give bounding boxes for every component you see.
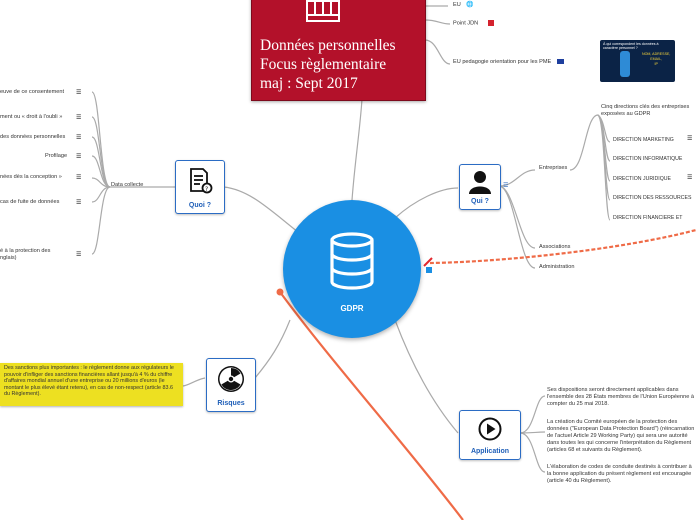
- node-qui-label: Qui ?: [471, 198, 489, 205]
- data-collecte-node[interactable]: Data collecte: [111, 182, 144, 188]
- application-note-2[interactable]: [547, 419, 696, 454]
- thumbnail-word-3: IP: [654, 62, 658, 66]
- quoi-item-2-label: ment ou « droit à l'oubli »: [0, 114, 63, 120]
- notes-icon[interactable]: ☰: [76, 251, 82, 258]
- direction-juridique[interactable]: DIRECTION JURIDIQUE: [613, 176, 671, 182]
- notes-icon[interactable]: ☰: [76, 114, 82, 121]
- node-application[interactable]: [459, 410, 521, 460]
- quoi-item-5-label: nées dès la conception »: [0, 174, 62, 180]
- pdf-icon: [488, 20, 494, 26]
- node-qui[interactable]: [459, 164, 501, 210]
- title-line-1: Données personnelles: [260, 37, 396, 54]
- infographic-thumbnail[interactable]: [600, 40, 675, 82]
- node-quoi-label: Quoi ?: [188, 202, 212, 209]
- person-icon: [468, 169, 492, 195]
- qui-directions-intro[interactable]: [601, 104, 696, 118]
- application-note-1-text: Ses dispositions seront directement applicables dans l'ensemble des 28 États membres de l'Union Européenne à compter du 25 mai 2018.: [547, 387, 695, 407]
- node-quoi[interactable]: [175, 160, 225, 214]
- thumbnail-caption-line-1: À qui correspondent les données à: [603, 42, 659, 46]
- central-node-gdpr[interactable]: [283, 200, 421, 338]
- link-eu-pme-label: EU pedagogie orientation pour les PME: [453, 59, 552, 65]
- direction-ressources[interactable]: DIRECTION DES RESSOURCES: [613, 195, 692, 201]
- node-application-label: Application: [470, 448, 510, 455]
- document-search-icon: [187, 167, 215, 195]
- link-point-jdn[interactable]: [453, 20, 494, 27]
- thumbnail-caption: [603, 42, 659, 50]
- risques-sanctions-note[interactable]: [0, 363, 183, 406]
- direction-informatique[interactable]: DIRECTION INFORMATIQUE: [613, 156, 683, 162]
- qui-directions-intro-line-1: Cinq directions clés des entreprises: [601, 104, 690, 110]
- link-eu-pme[interactable]: [453, 59, 564, 66]
- link-eu[interactable]: [453, 1, 474, 9]
- quoi-item-4-label: Profilage: [45, 153, 68, 159]
- quoi-item-5[interactable]: [0, 174, 62, 181]
- notes-icon[interactable]: ☰: [76, 134, 82, 141]
- building-icon: [306, 0, 340, 23]
- notes-icon[interactable]: ☰: [76, 174, 82, 181]
- title-text: [260, 36, 396, 93]
- qui-associations[interactable]: Associations: [539, 244, 571, 250]
- database-icon: [329, 232, 375, 290]
- quoi-item-4[interactable]: [45, 153, 67, 160]
- quoi-item-3[interactable]: [0, 134, 65, 141]
- node-risques-label: Risques: [217, 400, 245, 407]
- quoi-item-6[interactable]: [0, 199, 59, 206]
- application-note-3-text: L'élaboration de codes de conduite destinés à contribuer à la bonne application du présent règlement est encouragée (article 40 du Règlement).: [547, 464, 692, 484]
- qui-directions-intro-line-2: exposées au GDPR: [601, 111, 651, 117]
- notes-icon[interactable]: ☰: [76, 153, 82, 160]
- play-icon: [478, 417, 502, 441]
- direction-marketing[interactable]: DIRECTION MARKETING: [613, 137, 674, 143]
- globe-icon: 🌐: [466, 1, 474, 8]
- qui-entreprises[interactable]: Entreprises: [539, 165, 568, 171]
- person-figure: [620, 51, 630, 77]
- quoi-item-7-label: é à la protection des: [0, 248, 51, 254]
- node-risques[interactable]: [206, 358, 256, 412]
- quoi-item-1-label: euve de ce consentement: [0, 89, 65, 95]
- eu-flag-icon: [557, 59, 564, 64]
- thumbnail-word-2: EMAIL,: [650, 57, 663, 61]
- svg-text:?: ?: [205, 186, 209, 193]
- notes-icon[interactable]: ☰: [76, 89, 82, 96]
- thumbnail-caption-line-2: caractère personnel ?: [603, 46, 638, 50]
- thumbnail-word-1: NOM, ADRESSE,: [642, 52, 671, 56]
- central-node-label: GDPR: [340, 304, 364, 313]
- quoi-item-1[interactable]: [0, 89, 64, 96]
- notes-icon[interactable]: ☰: [687, 174, 693, 181]
- quoi-item-7-label-cont: nglais): [0, 255, 17, 261]
- title-box[interactable]: [251, 0, 426, 101]
- quoi-item-6-label: cas de fuite de données: [0, 199, 60, 205]
- title-line-3: maj : Sept 2017: [260, 75, 358, 92]
- link-point-jdn-label: Point JDN: [453, 20, 479, 27]
- quoi-item-3-label: des données personnelles: [0, 134, 66, 140]
- thumbnail-words: [642, 52, 670, 67]
- notes-icon[interactable]: ☰: [76, 199, 82, 206]
- direction-financiere[interactable]: DIRECTION FINANCIERE ET: [613, 215, 683, 221]
- application-note-2-text: La création du Comité européen de la protection des données ("European Data Protection Board") (réincarnation de l'actuel Article 29 Working Party) qui sera une autorité dans toutes les qui concerne l'interprétation du Règlement (articles 68 et suivants du Règlement).: [547, 419, 695, 453]
- link-eu-label: EU: [453, 2, 461, 8]
- qui-administration[interactable]: Administration: [539, 264, 575, 270]
- title-line-2: Focus règlementaire: [260, 56, 387, 73]
- notes-icon[interactable]: ☰: [503, 182, 509, 189]
- application-note-3[interactable]: [547, 464, 696, 485]
- notes-icon[interactable]: ☰: [687, 135, 693, 142]
- quoi-item-2[interactable]: [0, 114, 62, 121]
- quoi-item-7[interactable]: [0, 248, 50, 262]
- application-note-1[interactable]: [547, 387, 696, 408]
- risques-sanctions-text: Des sanctions plus importantes : le règlement donne aux régulateurs le pouvoir d'infliger des sanctions financières allant jusqu'à 4 % du chiffre d'affaires mondial annuel d'une entreprise ou 20 millions d'euros (le montant le plus élevé étant retenu), en cas de non-respect (article 83.6 du Règlement).: [4, 365, 174, 398]
- radiation-icon: [217, 365, 245, 393]
